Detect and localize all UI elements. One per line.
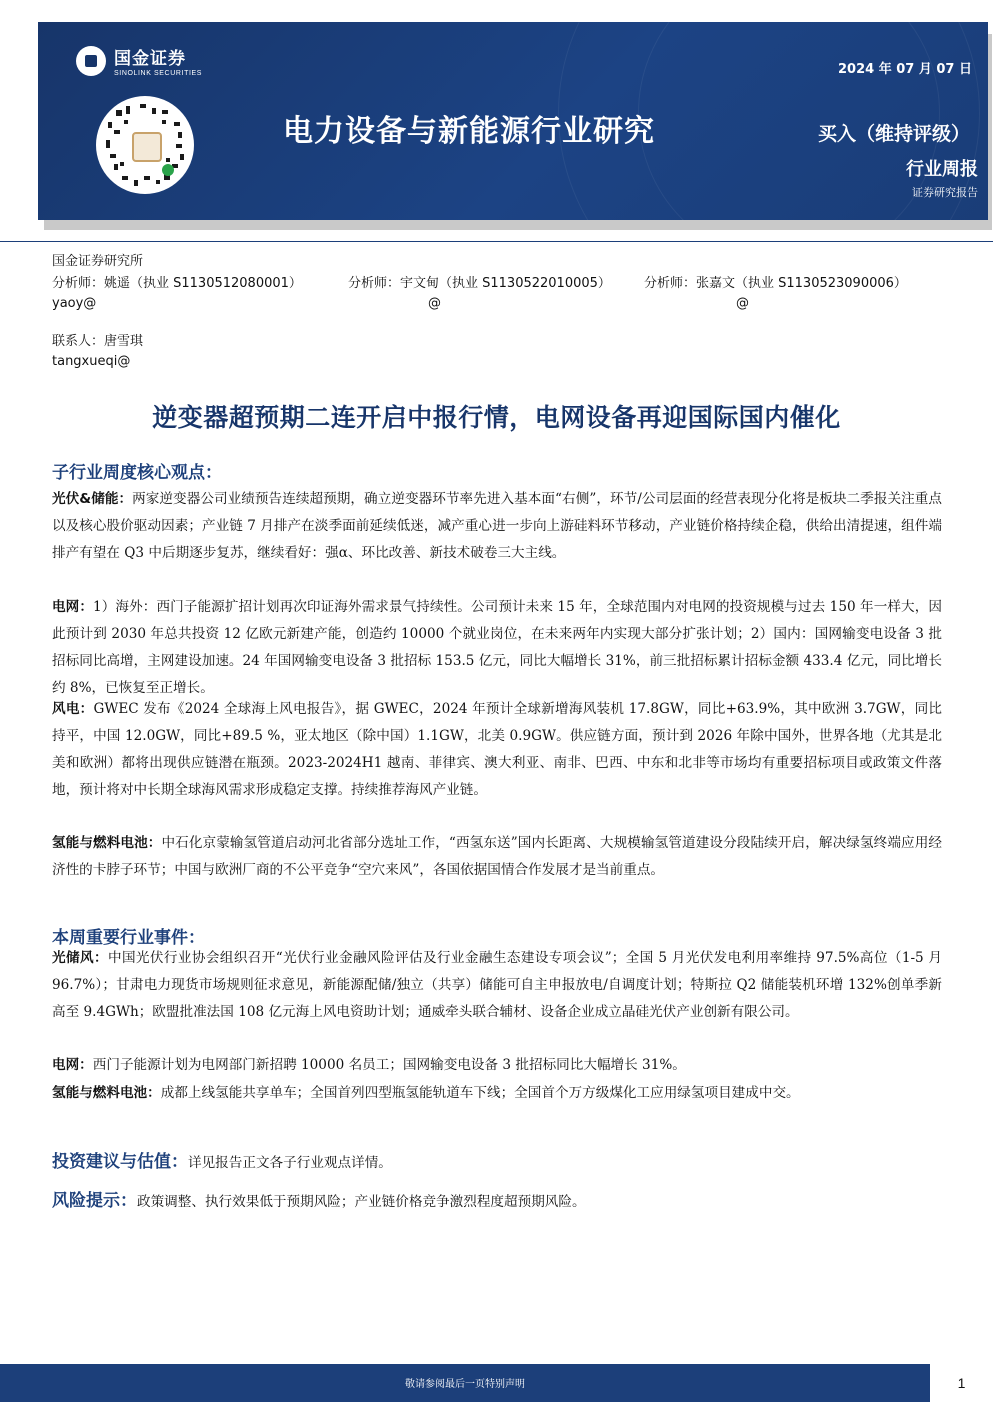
logo-en: SINOLINK SECURITIES	[114, 70, 203, 77]
para-text: 两家逆变器公司业绩预告连续超预期，确立逆变器环节率先进入基本面“右侧”，环节/公司层面的经营表现分化将是板块二季报关注重点以及核心股价驱动因素；产业链 7 月排产在淡季面前延续低迷，减产重心进一步向上游硅料环节移动，产业链价格持续企稳，供给出清提速，组件端排产有望在 Q3 中后期逐步复苏，继续看好：强α、环比改善、新技术破卷三大主线。	[52, 491, 942, 561]
report-title: 电力设备与新能源行业研究	[283, 114, 655, 149]
institute-name: 国金证券研究所	[52, 254, 144, 269]
para-event-grid	[52, 1052, 942, 1079]
analyst-3-email[interactable]: @	[736, 296, 749, 311]
risk-text: 政策调整、执行效果低于预期风险；产业链价格竞争激烈程度超预期风险。	[137, 1194, 586, 1210]
page-number: 1	[957, 1375, 966, 1391]
rating: 买入（维持评级）	[817, 123, 970, 145]
analyst-2-email[interactable]: @	[428, 296, 441, 311]
report-date: 2024 年 07 月 07 日	[838, 62, 972, 77]
investment-text: 详见报告正文各子行业观点详情。	[188, 1155, 392, 1171]
para-text: 成都上线氢能共享单车；全国首列四型瓶氢能轨道车下线；全国首个万方级煤化工应用绿氢项目建成中交。	[160, 1085, 800, 1101]
para-lead: 电网：	[52, 1057, 93, 1073]
company-logo	[76, 44, 202, 77]
footer-disclaimer-note: 敬请参阅最后一页特别声明	[405, 1379, 525, 1390]
para-event-pv-wind	[52, 945, 942, 1026]
para-grid	[52, 594, 942, 702]
contact-email[interactable]: tangxueqi@	[52, 354, 131, 369]
para-text: 中国光伏行业协会组织召开“光伏行业金融风险评估及行业金融生态建设专项会议”；全国 5 月光伏发电利用率维持 97.5%高位（1-5 月 96.7%）；甘肃电力现货市场规则征求意见，新能源配储/独立（共享）储能可自主申报放电/自调度计划；特斯拉 Q2 储能装机环增 132%创单季新高至 9.4GWh；欧盟批准法国 108 亿元海上风电资助计划；通威牵头联合辅材、设备企业成立晶硅光伏产业创新有限公司。	[52, 950, 943, 1020]
analyst-1: 分析师：姚遥（执业 S1130512080001）	[52, 276, 302, 291]
para-lead: 氢能与燃料电池：	[52, 1085, 161, 1101]
analyst-2: 分析师：宇文甸（执业 S1130522010005）	[348, 276, 611, 291]
para-hydrogen	[52, 830, 942, 884]
analyst-3: 分析师：张嘉文（执业 S1130523090006）	[644, 276, 907, 291]
qr-center-logo	[132, 132, 162, 162]
para-lead: 电网：	[52, 599, 94, 615]
header-divider	[0, 241, 993, 242]
investment-advice	[52, 1147, 392, 1172]
report-type: 行业周报	[906, 159, 978, 180]
para-lead: 光储风：	[52, 950, 108, 966]
risk-warning	[52, 1186, 586, 1211]
logo-cn: 国金证券	[114, 49, 186, 69]
para-lead: 氢能与燃料电池：	[52, 835, 162, 851]
report-header	[38, 22, 988, 220]
contact-person: 联系人：唐雪琪	[52, 334, 144, 349]
section-events-title: 本周重要行业事件：	[52, 928, 205, 948]
main-title: 逆变器超预期二连开启中报行情，电网设备再迎国际国内催化	[152, 403, 841, 432]
para-text: 中石化京蒙输氢管道启动河北省部分选址工作，“西氢东送”国内长距离、大规模输氢管道建设分段陆续开启，解决绿氢终端应用经济性的卡脖子环节；中国与欧洲厂商的不公平竞争“空穴来风”，各国依据国情合作发展才是当前重点。	[52, 835, 942, 878]
para-text: 1）海外：西门子能源扩招计划再次印证海外需求景气持续性。公司预计未来 15 年，全球范围内对电网的投资规模与过去 150 年一样大，因此预计到 2030 年总共投资 12 亿欧元新建产能，创造约 10000 个就业岗位，在未来两年内实现大部分扩张计划；2）国内：国网输变电设备 3 批招标同比高增，主网建设加速。24 年国网输变电设备 3 批招标 153.5 亿元，同比大幅增长 31%，前三批招标累计招标金额 433.4 亿元，同比增长约 8%，已恢复至正增长。	[52, 599, 942, 696]
section-core-views-title: 子行业周度核心观点：	[52, 463, 222, 483]
report-category: 证券研究报告	[912, 186, 978, 199]
para-text: 西门子能源计划为电网部门新招聘 10000 名员工；国网输变电设备 3 批招标同比大幅增长 31%。	[92, 1057, 686, 1073]
para-pv-storage	[52, 486, 942, 567]
para-wind	[52, 696, 942, 804]
logo-icon	[76, 46, 106, 76]
analyst-1-email[interactable]: yaoy@	[52, 296, 97, 311]
para-event-hydrogen	[52, 1080, 942, 1107]
risk-label: 风险提示：	[52, 1191, 137, 1211]
para-lead: 光伏&储能：	[52, 491, 133, 507]
qr-code-icon	[96, 96, 194, 194]
investment-label: 投资建议与估值：	[52, 1152, 188, 1172]
para-text: GWEC 发布《2024 全球海上风电报告》，据 GWEC，2024 年预计全球新增海风装机 17.8GW，同比+63.9%，其中欧洲 3.7GW，同比持平，中国 12.0GW，同比+89.5 %，亚太地区（除中国）1.1GW，北美 0.9GW。供应链方面，预计到 2026 年除中国外，世界各地（尤其是北美和欧洲）都将出现供应链潜在瓶颈。2023-2024H1 越南、菲律宾、澳大利亚、南非、巴西、中东和北非等市场均有重要招标项目或政策文件落地，预计将对中长期全球海风需求形成稳定支撑。持续推荐海风产业链。	[52, 701, 943, 798]
para-lead: 风电：	[52, 701, 94, 717]
